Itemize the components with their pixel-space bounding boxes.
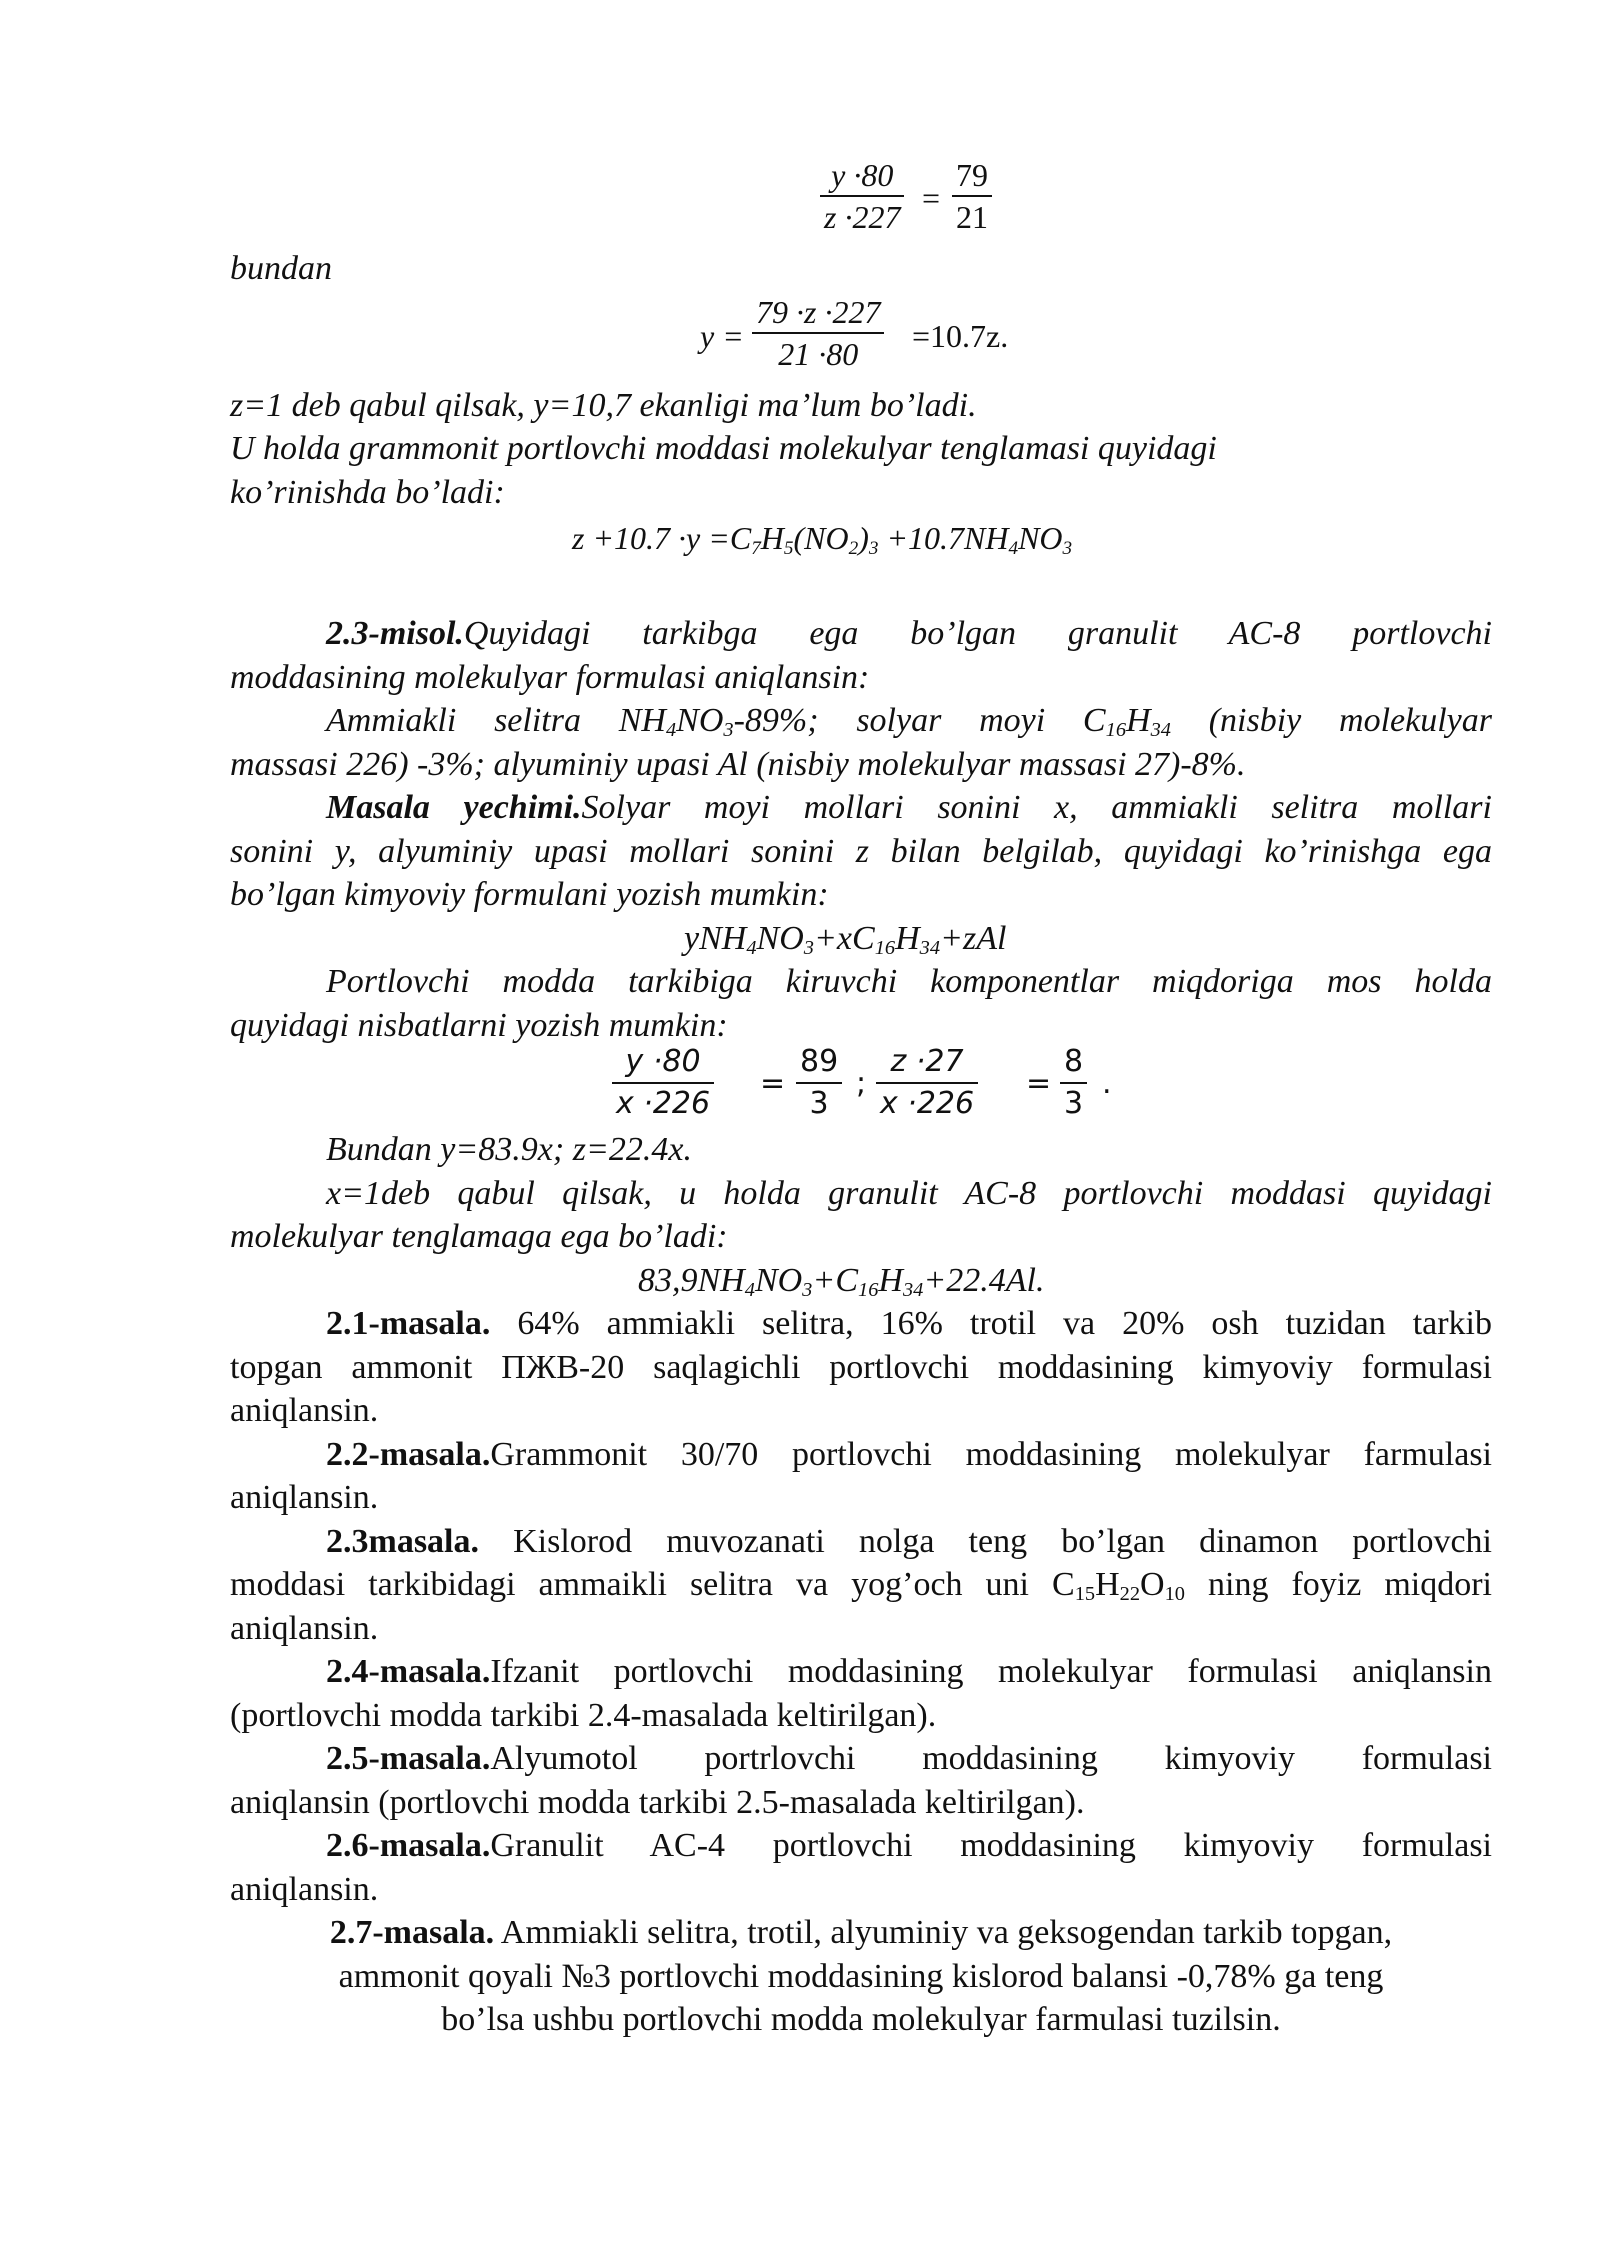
problem-2-7-line2: ammonit qoyali №3 portlovchi moddasining kislorod balansi -0,78% ga teng bbox=[338, 1958, 1384, 1995]
problem-2-7-line3: bo’lsa ushbu portlovchi modda molekulyar farmulasi tuzilsin. bbox=[441, 2001, 1281, 2038]
solution-result: Bundan y=83.9x; z=22.4x. bbox=[326, 1131, 692, 1168]
fraction-4: 8 3 bbox=[1060, 1042, 1087, 1124]
fraction-2: 89 3 bbox=[796, 1042, 842, 1124]
example-2-3-line2: moddasining molekulyar formulasi aniqlansin: bbox=[230, 659, 870, 696]
period: . bbox=[1102, 1066, 1112, 1101]
fraction bbox=[752, 292, 884, 374]
problem-2-1-line2: topgan ammonit ПЖВ-20 saqlagichli portlovchi moddasining kimyoviy formulasi bbox=[230, 1349, 1492, 1386]
problem-heading: 2.6-masala. bbox=[326, 1827, 491, 1864]
numerator: 79 ·z ·227 bbox=[756, 294, 881, 330]
problem-heading: 2.5-masala. bbox=[326, 1740, 491, 1777]
solution-heading: Masala yechimi. bbox=[326, 789, 582, 826]
example-heading: 2.3-misol. bbox=[326, 615, 464, 652]
paragraph-uholda-line1: U holda grammonit portlovchi moddasi molekulyar tenglamasi quyidagi bbox=[230, 430, 1217, 467]
solution-line5: quyidagi nisbatlarni yozish mumkin: bbox=[230, 1007, 728, 1044]
problem-2-3-line1: 2.3masala. Kislorod muvozanati nolga teng bo’lgan dinamon portlovchi bbox=[326, 1523, 1492, 1560]
equals-sign: = bbox=[1026, 1066, 1052, 1101]
fraction-left bbox=[820, 155, 904, 237]
equals-sign: = bbox=[922, 180, 941, 216]
problem-2-2-line2: aniqlansin. bbox=[230, 1479, 379, 1516]
problem-2-5-line2: aniqlansin (portlovchi modda tarkibi 2.5-masalada keltirilgan). bbox=[230, 1784, 1085, 1821]
paragraph-uholda-line2: ko’rinishda bo’ladi: bbox=[230, 474, 505, 511]
example-2-3-line1: 2.3-misol.Quyidagi tarkibga ega bo’lgan granulit AC-8 portlovchi bbox=[326, 615, 1492, 652]
denominator: z ·227 bbox=[824, 199, 901, 235]
problem-2-6-line1: 2.6-masala.Granulit AC-4 portlovchi moddasining kimyoviy formulasi bbox=[326, 1827, 1492, 1864]
denominator: 21 bbox=[956, 199, 988, 235]
fraction-3: z ·27 x ·226 bbox=[876, 1042, 978, 1124]
problem-2-4-line2: (portlovchi modda tarkibi 2.4-masalada keltirilgan). bbox=[230, 1697, 937, 1734]
solution-line6: x=1deb qabul qilsak, u holda granulit AC-8 portlovchi moddasi quyidagi bbox=[326, 1175, 1492, 1212]
problem-2-1-line3: aniqlansin. bbox=[230, 1392, 379, 1429]
paragraph-z1: z=1 deb qabul qilsak, y=10,7 ekanligi ma’lum bo’ladi. bbox=[230, 387, 977, 424]
solution-line2: sonini y, alyuminiy upasi mollari sonini z bilan belgilab, quyidagi ko’rinishga ega bbox=[230, 833, 1492, 870]
numerator: y ·80 bbox=[831, 157, 894, 193]
equation-lhs: y = bbox=[700, 318, 744, 354]
equals-sign: = bbox=[760, 1066, 786, 1101]
example-2-3-line3: Ammiakli selitra $NH_4NO_3-89\%$; solyar moyi $C_{16}H_{34}$ (nisbiy molekulyar bbox=[326, 702, 1492, 742]
solution-line3: bo’lgan kimyoviy formulani yozish mumkin: bbox=[230, 876, 829, 913]
solution-line7: molekulyar tenglamaga ega bo’ladi: bbox=[230, 1218, 728, 1255]
problem-2-6-line2: aniqlansin. bbox=[230, 1871, 379, 1908]
problem-2-3-line3: aniqlansin. bbox=[230, 1610, 379, 1647]
equation-grammonit: $z +10.7 \cdot y =C_7H_5(NO_2)_3 +10.7NH_4NO_3$ bbox=[572, 520, 1073, 559]
problem-2-5-line1: 2.5-masala.Alyumotol portrlovchi moddasining kimyoviy formulasi bbox=[326, 1740, 1492, 1777]
equation-rhs: =10.7z. bbox=[912, 318, 1009, 354]
formula-granulit: $yNH_4NO_3+xC_{16}H_{34}+zAl$ bbox=[684, 920, 1007, 960]
solution-line4: Portlovchi modda tarkibiga kiruvchi komponentlar miqdoriga mos holda bbox=[326, 963, 1492, 1000]
problem-heading: 2.7-masala. bbox=[329, 1914, 495, 1951]
problem-2-7-line1: 2.7-masala. Ammiakli selitra, trotil, alyuminiy va geksogendan tarkib topgan, bbox=[329, 1914, 1393, 1951]
problem-heading: 2.1-masala. bbox=[326, 1305, 491, 1342]
problem-2-2-line1: 2.2-masala.Grammonit 30/70 portlovchi moddasining molekulyar farmulasi bbox=[326, 1436, 1492, 1473]
problem-2-3-line2: moddasi tarkibidagi ammaikli selitra va yog’och uni $C_{15}H_{22}O_{10}$ ning foyiz miqdori bbox=[230, 1566, 1492, 1606]
problem-2-4-line1: 2.4-masala.Ifzanit portlovchi moddasining molekulyar formulasi aniqlansin bbox=[326, 1653, 1492, 1690]
numerator: 79 bbox=[956, 157, 988, 193]
fraction-1: y ·80 x ·226 bbox=[612, 1042, 714, 1124]
problem-2-1-line1: 2.1-masala. 64% ammiakli selitra, 16% trotil va 20% osh tuzidan tarkib bbox=[326, 1305, 1492, 1342]
example-2-3-line4: massasi 226) -3%; alyuminiy upasi Al (nisbiy molekulyar massasi 27)-8%. bbox=[230, 746, 1246, 783]
solution-line1: Masala yechimi.Solyar moyi mollari sonini x, ammiakli selitra mollari bbox=[326, 789, 1492, 826]
problem-heading: 2.2-masala. bbox=[326, 1436, 491, 1473]
semicolon: ; bbox=[856, 1066, 867, 1101]
denominator: 21 ·80 bbox=[778, 336, 859, 372]
problem-heading: 2.4-masala. bbox=[326, 1653, 491, 1690]
formula-result: $83,9NH_4NO_3+C_{16}H_{34}+22.4Al$. bbox=[638, 1262, 1045, 1302]
bundan-text: bundan bbox=[230, 250, 332, 287]
fraction-right bbox=[952, 155, 992, 237]
problem-heading: 2.3masala. bbox=[326, 1523, 479, 1560]
